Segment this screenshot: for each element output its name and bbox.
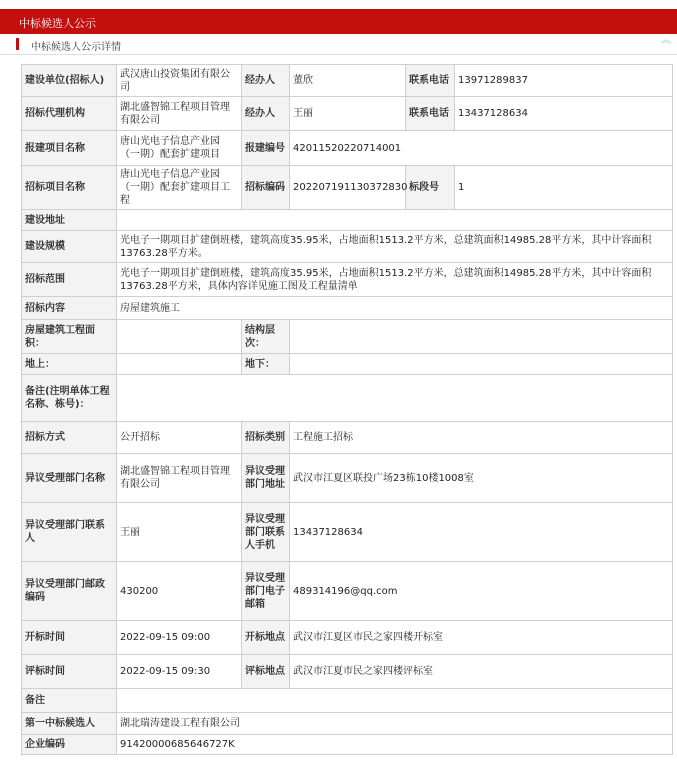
scope-label: 招标范围 [22,263,117,297]
table-row [22,655,673,689]
builder-phone-value: 13971289837 [455,65,673,97]
house-area-value [117,320,242,354]
builder-value: 武汉唐山投资集团有限公司 [117,65,242,97]
agency-contact-label: 经办人 [242,97,290,131]
tender-name-value: 唐山光电子信息产业园（一期）配套扩建项目工程 [117,166,242,210]
announcement-detail-table [21,64,673,755]
table-row [22,689,673,713]
agency-label: 招标代理机构 [22,97,117,131]
scope-value: 光电子一期项目扩建倒班楼，建筑高度35.95米，占地面积1513.2平方米，总建筑面积14985.28平方米，其中计容面积13763.28平方米，具体内容详见施工图及工程量清单 [117,263,673,297]
scale-label: 建设规模 [22,231,117,263]
section-title: 中标候选人公示详情 [31,42,121,53]
method-value: 公开招标 [117,422,242,454]
tender-no-value: 202207191130372830 [290,166,406,210]
table-row [22,65,673,97]
table-row [22,166,673,210]
eval-place-label: 评标地点 [242,655,290,689]
objection-email-label: 异议受理部门电子邮箱 [242,562,290,621]
above-value [117,354,242,375]
page-header-title: 中标候选人公示 [19,17,96,30]
category-value: 工程施工招标 [290,422,673,454]
tender-name-label: 招标项目名称 [22,166,117,210]
eval-place-value: 武汉市江夏市民之家四楼评标室 [290,655,673,689]
filing-name-value: 唐山光电子信息产业园（一期）配套扩建项目 [117,131,242,166]
company-code-value: 91420000685646727K [117,735,673,755]
agency-value: 湖北盛智锦工程项目管理有限公司 [117,97,242,131]
section-marker [16,38,19,50]
section-title-bar [0,34,677,55]
below-label: 地下： [242,354,290,375]
table-row [22,454,673,503]
objection-dept-value: 湖北盛智锦工程项目管理有限公司 [117,454,242,503]
table-row [22,422,673,454]
objection-phone-label: 异议受理部门联系人手机 [242,503,290,562]
first-candidate-value: 湖北瑞涛建设工程有限公司 [117,713,673,735]
open-place-value: 武汉市江夏区市民之家四楼开标室 [290,621,673,655]
category-label: 招标类别 [242,422,290,454]
page-header-bar [0,9,677,34]
builder-contact-value: 董欣 [290,65,406,97]
objection-addr-value: 武汉市江夏区联投广场23栋10楼1008室 [290,454,673,503]
objection-zip-value: 430200 [117,562,242,621]
table-row [22,210,673,231]
table-row [22,713,673,735]
table-row [22,503,673,562]
structure-label: 结构层次： [242,320,290,354]
table-row [22,263,673,297]
table-row [22,735,673,755]
objection-zip-label: 异议受理部门邮政编码 [22,562,117,621]
scale-value: 光电子一期项目扩建倒班楼，建筑高度35.95米，占地面积1513.2平方米，总建筑面积14985.28平方米，其中计容面积13763.28平方米。 [117,231,673,263]
open-place-label: 开标地点 [242,621,290,655]
first-candidate-label: 第一中标候选人 [22,713,117,735]
table-row [22,297,673,320]
table-row [22,131,673,166]
table-row [22,562,673,621]
company-code-label: 企业编码 [22,735,117,755]
below-value [290,354,673,375]
above-label: 地上： [22,354,117,375]
remark-label: 备注 [22,689,117,713]
remark-units-label: 备注(注明单体工程名称、栋号)： [22,375,117,422]
table-row [22,375,673,422]
section-no-label: 标段号 [406,166,455,210]
objection-contact-value: 王丽 [117,503,242,562]
open-time-label: 开标时间 [22,621,117,655]
agency-contact-value: 王丽 [290,97,406,131]
section-no-value: 1 [455,166,673,210]
open-time-value: 2022-09-15 09:00 [117,621,242,655]
content-label: 招标内容 [22,297,117,320]
remark-value [117,689,673,713]
remark-units-value [117,375,673,422]
eval-time-value: 2022-09-15 09:30 [117,655,242,689]
objection-phone-value: 13437128634 [290,503,673,562]
content-value: 房屋建筑施工 [117,297,673,320]
objection-addr-label: 异议受理部门地址 [242,454,290,503]
objection-email-value: 489314196@qq.com [290,562,673,621]
builder-phone-label: 联系电话 [406,65,455,97]
address-value [117,210,673,231]
table-row [22,231,673,263]
table-row [22,354,673,375]
filing-name-label: 报建项目名称 [22,131,117,166]
builder-label: 建设单位(招标人) [22,65,117,97]
table-row [22,621,673,655]
house-area-label: 房屋建筑工程面积： [22,320,117,354]
structure-value [290,320,673,354]
objection-contact-label: 异议受理部门联系人 [22,503,117,562]
agency-phone-value: 13437128634 [455,97,673,131]
builder-contact-label: 经办人 [242,65,290,97]
tender-no-label: 招标编码 [242,166,290,210]
table-row [22,320,673,354]
eval-time-label: 评标时间 [22,655,117,689]
method-label: 招标方式 [22,422,117,454]
double-chevron-up-icon[interactable]: ︽ [661,35,671,46]
address-label: 建设地址 [22,210,117,231]
table-row [22,97,673,131]
agency-phone-label: 联系电话 [406,97,455,131]
filing-no-label: 报建编号 [242,131,290,166]
filing-no-value: 42011520220714001 [290,131,673,166]
objection-dept-label: 异议受理部门名称 [22,454,117,503]
